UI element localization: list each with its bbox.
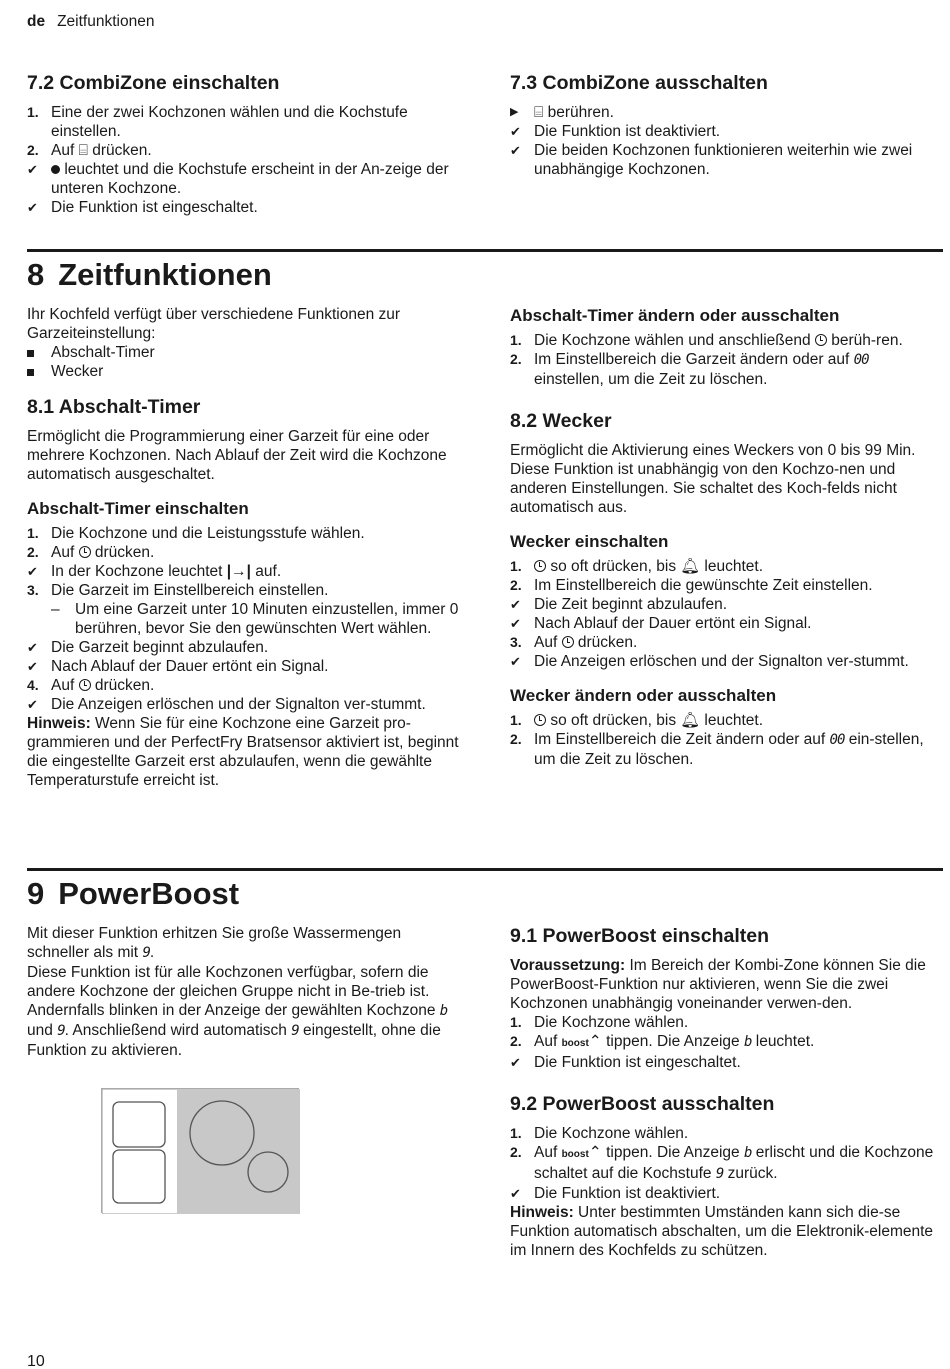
step-1: 1. Die Kochzone und die Leistungsstufe wählen. [27,525,365,542]
display-00: 00 [853,352,869,368]
boost-icon: boost [561,1038,589,1049]
result-2: ✔ Die Funktion ist eingeschaltet. [27,199,258,216]
section-title: 8.1 Abschalt-Timer [27,396,201,418]
clock-icon [79,546,91,558]
sub-step: – Um eine Garzeit unter 10 Minuten einzustellen, immer 0 berühren, bevor Sie den gewünschten Wert wählen. [51,601,459,637]
step-2: 2. Im Einstellbereich die Zeit ändern oder auf 00 ein-stellen, um die Zeit zu löschen. [510,731,924,768]
boost-icon: boost [561,1149,589,1160]
lang-code: de [27,13,46,30]
subsection-title: Wecker einschalten [510,532,669,551]
result-3: ✔ Die Anzeigen erlöschen und der Signalton ver-stummt. [510,653,909,670]
chapter-intro: Ihr Kochfeld verfügt über verschiedene Funktionen zur Garzeiteinstellung: [27,306,401,342]
chapter-9-title: 9 PowerBoost [27,876,240,911]
step-2: 2. Auf drücken. [27,544,155,561]
chapter-9-left: Mit dieser Funktion erhitzen Sie große Wassermengen schneller als mit 9. Diese Funktion ist für alle Kochzonen verfügbar, sofern die andere Kochzone der gleichen Gruppe nicht in Be-trieb ist. Andernfalls blinken in der Anzeige der gewählten Kochzone b und 9. Anschließend wird automatisch 9 eingestellt, ohne die Funktion zu aktivieren. [27,925,448,1059]
clock-icon [534,714,546,726]
section-title: 9.2 PowerBoost ausschalten [510,1093,775,1115]
clock-icon [534,560,546,572]
timer-icon: |→| [226,563,251,580]
chapter-9-right: 9.1 PowerBoost einschalten Voraussetzung: Im Bereich der Kombi-Zone können Sie die PowerBoost-Funktion nur aktivieren, wenn Sie die zwei Kochzonen unabhängig voneinander verwen-den. 1. Die Kochzone wählen. 2. Auf boost⌃ tippen. Die Anzeige b leuchtet. ✔ Die Funktion ist eingeschaltet. 9.2 PowerBoost ausschalten 1. Die Kochzone wählen. 2. Auf boost⌃ tippen. Die Anzeige b erlischt und die Kochzone schaltet auf die Kochstufe 9 zurück. ✔ Die Funktion ist deaktiviert. Hinweis: Unter bestimmten Umständen kann sich die-se Funktion automatisch abschalten, um die Elektronik-elemente im Innern des Kochfelds zu schützen. [510,924,942,1260]
result-1: ✔ Die Funktion ist deaktiviert. [510,123,721,140]
step-3: 3. Die Garzeit im Einstellbereich einstellen. [27,582,329,599]
section-7-2 [27,71,459,217]
result-2: ✔ Die beiden Kochzonen funktionieren weiterhin wie zwei unabhängige Kochzonen. [510,142,913,178]
step-2: 2. Auf boost⌃ tippen. Die Anzeige b leuchtet. [510,1033,815,1050]
step-1: 1. Die Kochzone wählen und anschließend berüh-ren. [510,332,903,349]
result-2: ✔ Die Garzeit beginnt abzulaufen. [27,639,269,656]
result-1: ✔ Die Funktion ist eingeschaltet. [510,1054,741,1071]
chapter-8-left: Ihr Kochfeld verfügt über verschiedene Funktionen zur Garzeiteinstellung: Abschalt-Timer Wecker 8.1 Abschalt-Timer Ermöglicht die Programmierung einer Garzeit für eine oder mehrere Kochzonen. Nach Ablauf der Zeit wird die Kochzone automatisch ausgeschaltet. Abschalt-Timer einschalten 1. Die Kochzone und die Leistungsstufe wählen. 2. Auf drücken. ✔ In der Kochzone leuchtet |→| auf. 3. Die Garzeit im Einstellbereich einstellen. – Um eine Garzeit unter 10 Minuten einzustellen, immer 0 berühren, bevor Sie den gewünschten Wert wählen. ✔ Die Garzeit beginnt abzulaufen. ✔ Nach Ablauf der Dauer ertönt ein Signal. 4. Auf drücken. ✔ Die Anzeigen erlöschen und der Signalton ver-stummt. Hinweis: Wenn Sie für eine Kochzone eine Garzeit pro-grammieren und der PerfectFry Bratsensor aktiviert ist, beginnt die eingestellte Garzeit erst abzulaufen, wenn die gewählte Temperaturstufe erreicht ist. [27,306,459,789]
hob-diagram [101,1088,299,1213]
display-9: 9 [291,1023,299,1039]
step-3: 3. Auf drücken. [510,634,638,651]
clock-icon [815,334,827,346]
chapter-8-title: 8 Zeitfunktionen [27,257,272,292]
note: Hinweis: Wenn Sie für eine Kochzone eine Garzeit pro-grammieren und der PerfectFry Bratsensor aktiviert ist, beginnt die eingestellte Garzeit erst abzulaufen, wenn die gewählte Temperaturstufe erreicht ist. [27,715,459,789]
step-1: 1. Die Kochzone wählen. [510,1125,689,1142]
subsection-title: Abschalt-Timer ändern oder ausschalten [510,306,840,325]
result-3: ✔ Nach Ablauf der Dauer ertönt ein Signal. [27,658,329,675]
display-9: 9 [57,1023,65,1039]
chapter-8-right: Abschalt-Timer ändern oder ausschalten 1. Die Kochzone wählen und anschließend berüh-ren. 2. Im Einstellbereich die Garzeit ändern oder auf 00 einstellen, um die Zeit zu löschen. 8.2 Wecker Ermöglicht die Aktivierung eines Weckers von 0 bis 99 Min. Diese Funktion ist unabhängig von den Kochzo-nen und anderen Einstellungen. Sie schaltet des Koch-felds nicht automatisch aus. Wecker einschalten 1. so oft drücken, bis 🔔︎ leuchtet. 2. Im Einstellbereich die gewünschte Zeit einstellen. ✔ Die Zeit beginnt abzulaufen. ✔ Nach Ablauf der Dauer ertönt ein Signal. 3. Auf drücken. ✔ Die Anzeigen erlöschen und der Signalton ver-stummt. Wecker ändern oder ausschalten 1. so oft drücken, bis 🔔︎ leuchtet. 2. Im Einstellbereich die Zeit ändern oder auf 00 ein-stellen, um die Zeit zu löschen. [510,305,942,769]
step-1: 1. Eine der zwei Kochzonen wählen und die Kochstufe einstellen. [27,104,408,140]
clock-icon [79,679,91,691]
step-2: 2. Im Einstellbereich die Garzeit ändern oder auf 00 einstellen, um die Zeit zu löschen. [510,351,869,388]
result-1: ✔ In der Kochzone leuchtet |→| auf. [27,563,282,580]
display-9: 9 [142,945,150,961]
section-title: 7.3 CombiZone ausschalten [510,72,768,94]
combi-icon: ⌸ [78,142,88,159]
bell-icon: 🔔︎ [680,558,701,575]
result-1: ✔ Die Zeit beginnt abzulaufen. [510,596,728,613]
page-number: 10 [27,1353,45,1369]
combi-icon: ⌸ [534,104,544,121]
chapter-rule [27,249,943,252]
header-section: Zeitfunktionen [57,13,155,30]
display-b: b [744,1034,752,1050]
section-7-3 [510,71,942,179]
bullet-1: Abschalt-Timer [27,343,459,362]
bullet-2: Wecker [27,362,459,381]
subsection-title: Abschalt-Timer einschalten [27,499,249,518]
bell-icon: 🔔︎ [680,712,701,729]
hob-diagram-svg [102,1089,300,1214]
dot-icon [51,165,60,174]
result-2: ✔ Nach Ablauf der Dauer ertönt ein Signal. [510,615,812,632]
step-2: 2. Auf ⌸ drücken. [27,142,152,159]
display-00: 00 [829,732,845,748]
subsection-title: Wecker ändern oder ausschalten [510,686,777,705]
result-1: ✔ Die Funktion ist deaktiviert. [510,1185,721,1202]
note: Hinweis: Unter bestimmten Umständen kann sich die-se Funktion automatisch abschalten, um die Elektronik-elemente im Innern des Kochfelds zu schützen. [510,1204,934,1259]
section-title: 7.2 CombiZone einschalten [27,72,280,94]
step-1: 1. so oft drücken, bis 🔔︎ leuchtet. [510,558,764,575]
clock-icon [562,636,574,648]
step: ▶ ⌸ berühren. [510,104,614,121]
display-b: b [439,1003,448,1019]
result-4: ✔ Die Anzeigen erlöschen und der Signalton ver-stummt. [27,696,426,713]
step-4: 4. Auf drücken. [27,677,155,694]
chapter-rule [27,868,943,871]
section-title: 8.2 Wecker [510,410,612,432]
display-9: 9 [715,1166,724,1182]
section-title: 9.1 PowerBoost einschalten [510,925,769,947]
step-1: 1. Die Kochzone wählen. [510,1014,689,1031]
step-2: 2. Im Einstellbereich die gewünschte Zeit einstellen. [510,577,873,594]
step-2: 2. Auf boost⌃ tippen. Die Anzeige b erlischt und die Kochzone schaltet auf die Kochstufe 9 zurück. [510,1144,934,1182]
page-header [27,12,154,31]
display-b: b [744,1145,752,1161]
result-1: ✔ leuchtet und die Kochstufe erscheint in der An-zeige der unteren Kochzone. [27,161,449,197]
step-1: 1. so oft drücken, bis 🔔︎ leuchtet. [510,712,764,729]
